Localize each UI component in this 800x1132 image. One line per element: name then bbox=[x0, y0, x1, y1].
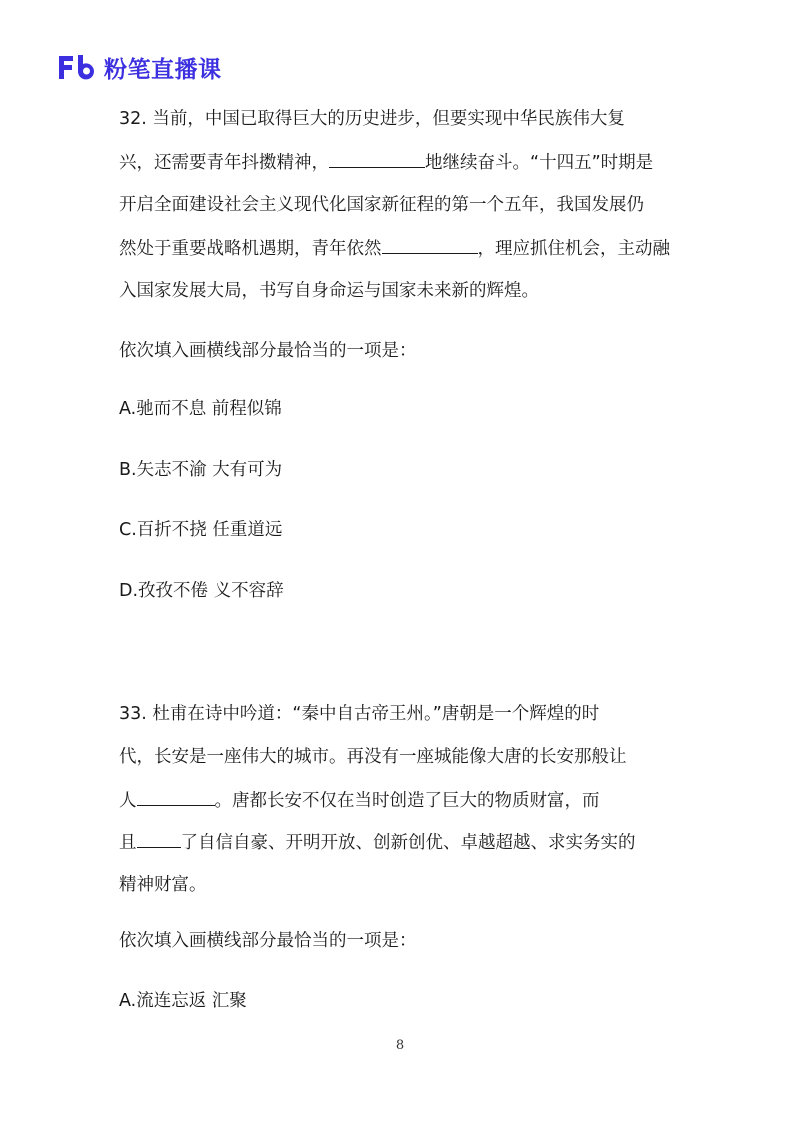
q33-line-2: 代，长安是一座伟大的城市。再没有一座城能像大唐的长安那般让 bbox=[119, 747, 627, 767]
page-number: 8 bbox=[395, 1038, 405, 1053]
q32-option-b: B.矢志不渝 大有可为 bbox=[119, 460, 283, 480]
header bbox=[56, 37, 222, 84]
fill-blank bbox=[137, 831, 181, 848]
q33-line-1: 33. 杜甫在诗中吟道：“秦中自古帝王州。”唐朝是一个辉煌的时 bbox=[119, 704, 600, 724]
q33-option-a: A.流连忘返 汇聚 bbox=[119, 991, 247, 1011]
q33-prompt: 依次填入画横线部分最恰当的一项是： bbox=[119, 931, 417, 951]
fill-blank bbox=[137, 789, 215, 806]
q32-line-3: 开启全面建设社会主义现代化国家新征程的第一个五年，我国发展仍 bbox=[119, 195, 644, 215]
q32-line-4: 然处于重要战略机遇期，青年依然 ，理应抓住机会，主动融 bbox=[119, 239, 670, 259]
q32-line-1: 32. 当前，中国已取得巨大的历史进步，但要实现中华民族伟大复 bbox=[119, 109, 625, 129]
q33-line-5: 精神财富。 bbox=[119, 875, 207, 895]
q33-line-4: 且 了自信自豪、开明开放、创新创优、卓越超越、求实务实的 bbox=[119, 833, 636, 853]
svg-text:Fb: Fb bbox=[56, 37, 76, 56]
q33-line-3: 人 。唐都长安不仅在当时创造了巨大的物质财富，而 bbox=[119, 791, 600, 811]
brand-name: 粉笔直播课 bbox=[104, 56, 222, 83]
q32-option-c: C.百折不挠 任重道远 bbox=[119, 520, 283, 540]
fenbi-logo-icon bbox=[56, 37, 100, 82]
q32-line-5: 入国家发展大局，书写自身命运与国家未来新的辉煌。 bbox=[119, 281, 539, 301]
q32-line-2: 兴，还需要青年抖擞精神， 地继续奋斗。“十四五”时期是 bbox=[119, 153, 654, 173]
fill-blank bbox=[329, 151, 425, 168]
q32-option-a: A.驰而不息 前程似锦 bbox=[119, 399, 282, 419]
q32-prompt: 依次填入画横线部分最恰当的一项是： bbox=[119, 341, 417, 361]
fill-blank bbox=[382, 237, 478, 254]
q32-option-d: D.孜孜不倦 义不容辞 bbox=[119, 581, 284, 601]
